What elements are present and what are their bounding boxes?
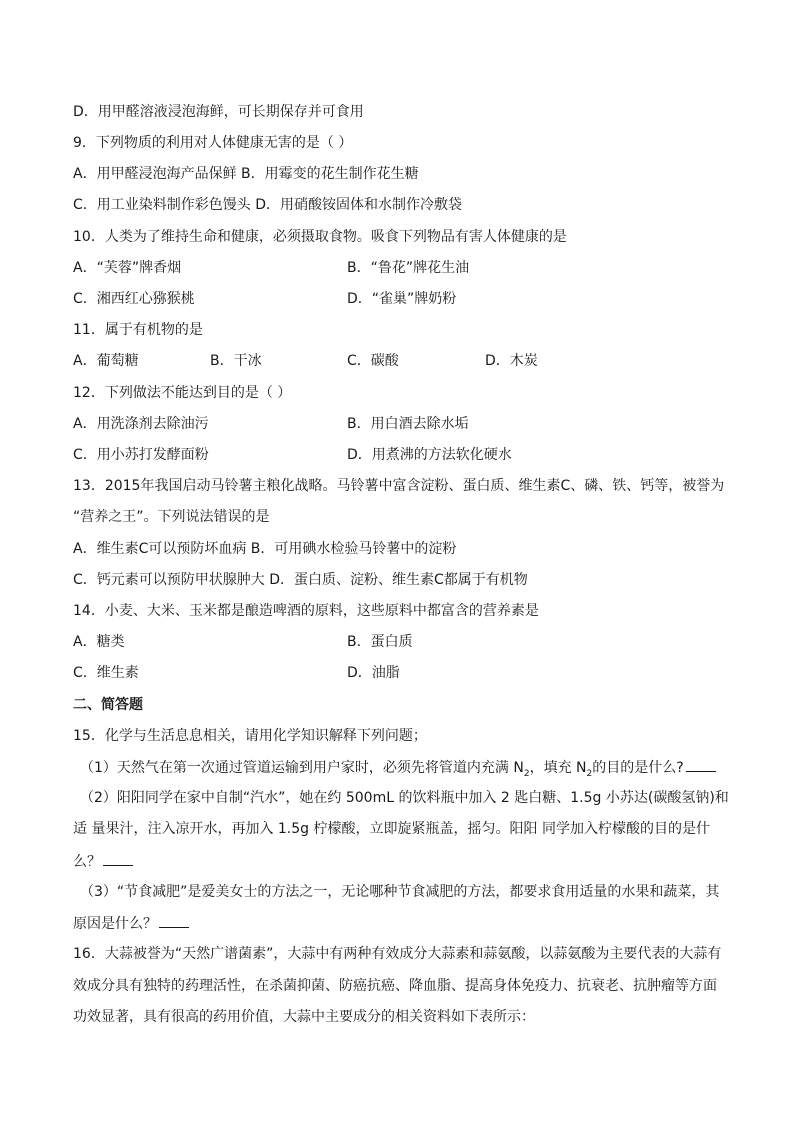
q14-option-d: D．油脂: [347, 665, 400, 681]
q11-option-c: C．碳酸: [347, 353, 399, 369]
q15-part1: （1）天然气在第一次通过管道运输到用户家时，必须先将管道内充满 $N_2$，填充 $N_2$的目的是什么?: [80, 758, 716, 783]
q9-options-cd: C．用工业染料制作彩色馒头 D．用硝酸铵固体和水制作冷敷袋: [73, 197, 463, 213]
q9-stem: 9．下列物质的利用对人体健康无害的是（ ）: [73, 135, 353, 151]
q12-option-a: A．用洗涤剂去除油污: [73, 416, 209, 432]
q11-option-d: D．木炭: [485, 353, 538, 369]
q16-line3: 功效显著，具有很高的药用价值，大蒜中主要成分的相关资料如下表所示：: [73, 1009, 535, 1025]
q14-option-a: A．糖类: [73, 634, 125, 650]
q15-part2-line3: 么？: [73, 852, 133, 871]
answer-blank[interactable]: [103, 852, 133, 866]
q15-part2-line2: 适 量果汁，注入凉开水，再加入 1.5g 柠檬酸，立即旋紧瓶盖，摇匀。阳阳 同学加入柠檬酸的目的是什: [73, 821, 710, 837]
q15-part2-line1: （2）阳阳同学在家中自制“汽水”，她在约 500mL 的饮料瓶中加入 2 匙白糖、1.5g 小苏达(碳酸氢钠)和: [80, 790, 729, 806]
section-heading: 二、简答题: [73, 697, 143, 713]
q8-option-d: D．用甲醛溶液浸泡海鲜，可长期保存并可食用: [73, 104, 364, 120]
q15-stem: 15．化学与生活息息相关，请用化学知识解释下列问题；: [73, 728, 427, 744]
q15-part3-line1: （3）“节食减肥”是爱美女士的方法之一，无论哪种节食减肥的方法，都要求食用适量的水果和蔬菜，其: [80, 884, 720, 900]
q12-stem: 12．下列做法不能达到目的是（ ）: [73, 385, 292, 401]
q13-options-cd: C．钙元素可以预防甲状腺肿大 D．蛋白质、淀粉、维生素C都属于有机物: [73, 572, 528, 588]
q14-option-c: C．维生素: [73, 665, 139, 681]
q15-part3-line2: 原因是什么？: [73, 914, 189, 933]
q10-stem: 10．人类为了维持生命和健康，必须摄取食物。吸食下列物品有害人体健康的是: [73, 229, 567, 245]
answer-blank[interactable]: [159, 914, 189, 928]
q12-option-c: C．用小苏打发酵面粉: [73, 447, 209, 463]
q16-line2: 效成分具有独特的药理活性，在杀菌抑菌、防癌抗癌、降血脂、提高身体免疫力、抗衰老、抗肿瘤等方面: [73, 978, 717, 994]
q13-stem-line2: “营养之王”。下列说法错误的是: [73, 509, 270, 525]
q16-line1: 16．大蒜被誉为“天然广谱菌素”，大蒜中有两种有效成分大蒜素和蒜氨酸，以蒜氨酸为主要代表的大蒜有: [73, 946, 722, 962]
answer-blank[interactable]: [686, 758, 716, 772]
q10-option-d: D．“雀巢”牌奶粉: [347, 291, 457, 307]
q13-stem-line1: 13．2015年我国启动马铃薯主粮化战略。马铃薯中富含淀粉、蛋白质、维生素C、磷、铁、钙等，被誉为: [73, 478, 725, 494]
q10-option-c: C．湘西红心猕猴桃: [73, 291, 195, 307]
q9-options-ab: A．用甲醛浸泡海产品保鲜 B．用霉变的花生制作花生糖: [73, 166, 419, 182]
q10-option-a: A．“芙蓉”牌香烟: [73, 260, 182, 276]
q14-option-b: B．蛋白质: [347, 634, 413, 650]
q11-stem: 11．属于有机物的是: [73, 322, 203, 338]
q13-options-ab: A．维生素C可以预防坏血病 B．可用碘水检验马铃薯中的淀粉: [73, 541, 457, 557]
q12-option-b: B．用白酒去除水垢: [347, 416, 469, 432]
q14-stem: 14．小麦、大米、玉米都是酿造啤酒的原料，这些原料中都富含的营养素是: [73, 603, 539, 619]
q11-option-b: B．干冰: [210, 353, 262, 369]
q10-option-b: B．“鲁花”牌花生油: [347, 260, 470, 276]
q12-option-d: D．用煮沸的方法软化硬水: [347, 447, 512, 463]
q11-option-a: A．葡萄糖: [73, 353, 139, 369]
